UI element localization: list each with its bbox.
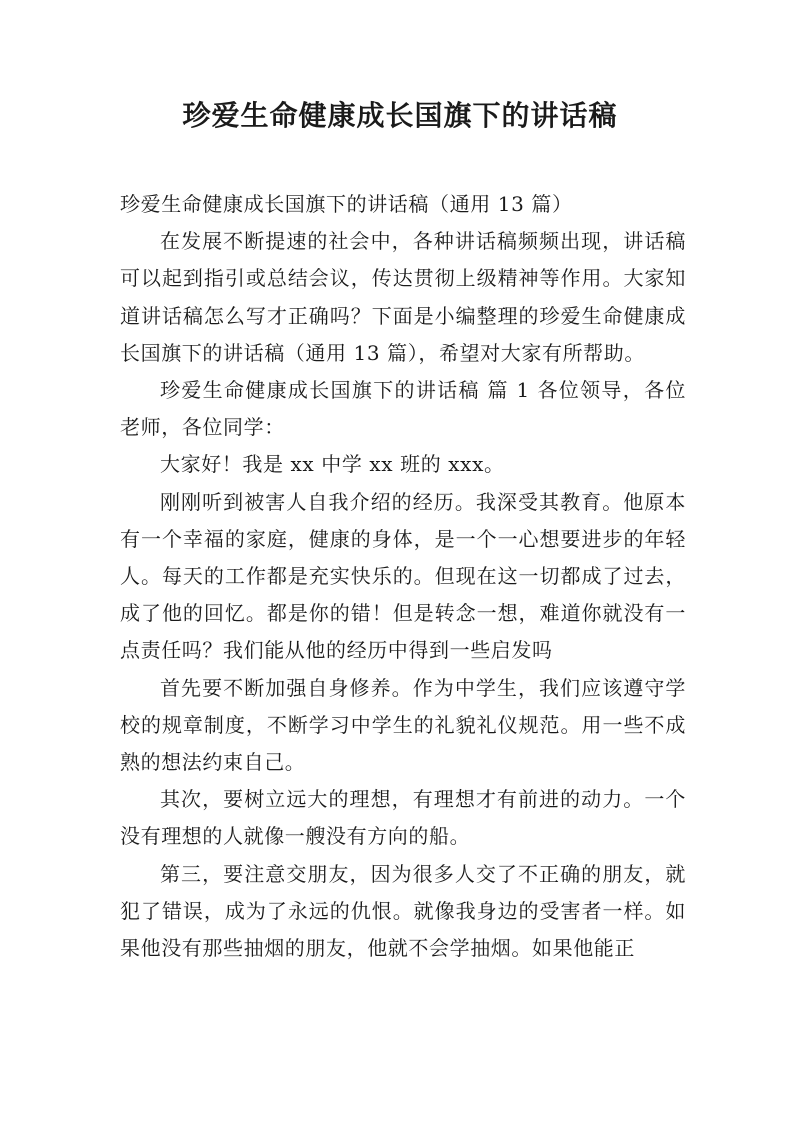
body-paragraph: 其次，要树立远大的理想，有理想才有前进的动力。一个没有理想的人就像一艘没有方向的船。 (120, 787, 686, 849)
document-body (120, 186, 686, 967)
body-paragraph: 首先要不断加强自身修养。作为中学生，我们应该遵守学校的规章制度，不断学习中学生的礼貌礼仪规范。用一些不成熟的想法约束自己。 (120, 675, 686, 775)
greeting-paragraph: 珍爱生命健康成长国旗下的讲话稿 篇 1 各位领导，各位老师，各位同学： (120, 378, 686, 440)
body-paragraph: 第三，要注意交朋友，因为很多人交了不正确的朋友，就犯了错误，成为了永远的仇恨。就像我身边的受害者一样。如果他没有那些抽烟的朋友，他就不会学抽烟。如果他能正 (120, 861, 686, 961)
subtitle-paragraph: 珍爱生命健康成长国旗下的讲话稿（通用 13 篇） (120, 192, 573, 216)
intro-paragraph: 在发展不断提速的社会中，各种讲话稿频频出现，讲话稿可以起到指引或总结会议，传达贯彻上级精神等作用。大家知道讲话稿怎么写才正确吗？下面是小编整理的珍爱生命健康成长国旗下的讲话稿（通用 13 篇），希望对大家有所帮助。 (120, 229, 686, 365)
self-intro-paragraph: 大家好！我是 xx 中学 xx 班的 xxx。 (160, 452, 505, 477)
document-title: 珍爱生命健康成长国旗下的讲话稿 (182, 99, 618, 132)
body-paragraph: 刚刚听到被害人自我介绍的经历。我深受其教育。他原本有一个幸福的家庭，健康的身体，是一个一心想要进步的年轻人。每天的工作都是充实快乐的。但现在这一切都成了过去，成了他的回忆。都是你的错！但是转念一想，难道你就没有一点责任吗？我们能从他的经历中得到一些启发吗 (120, 489, 686, 663)
